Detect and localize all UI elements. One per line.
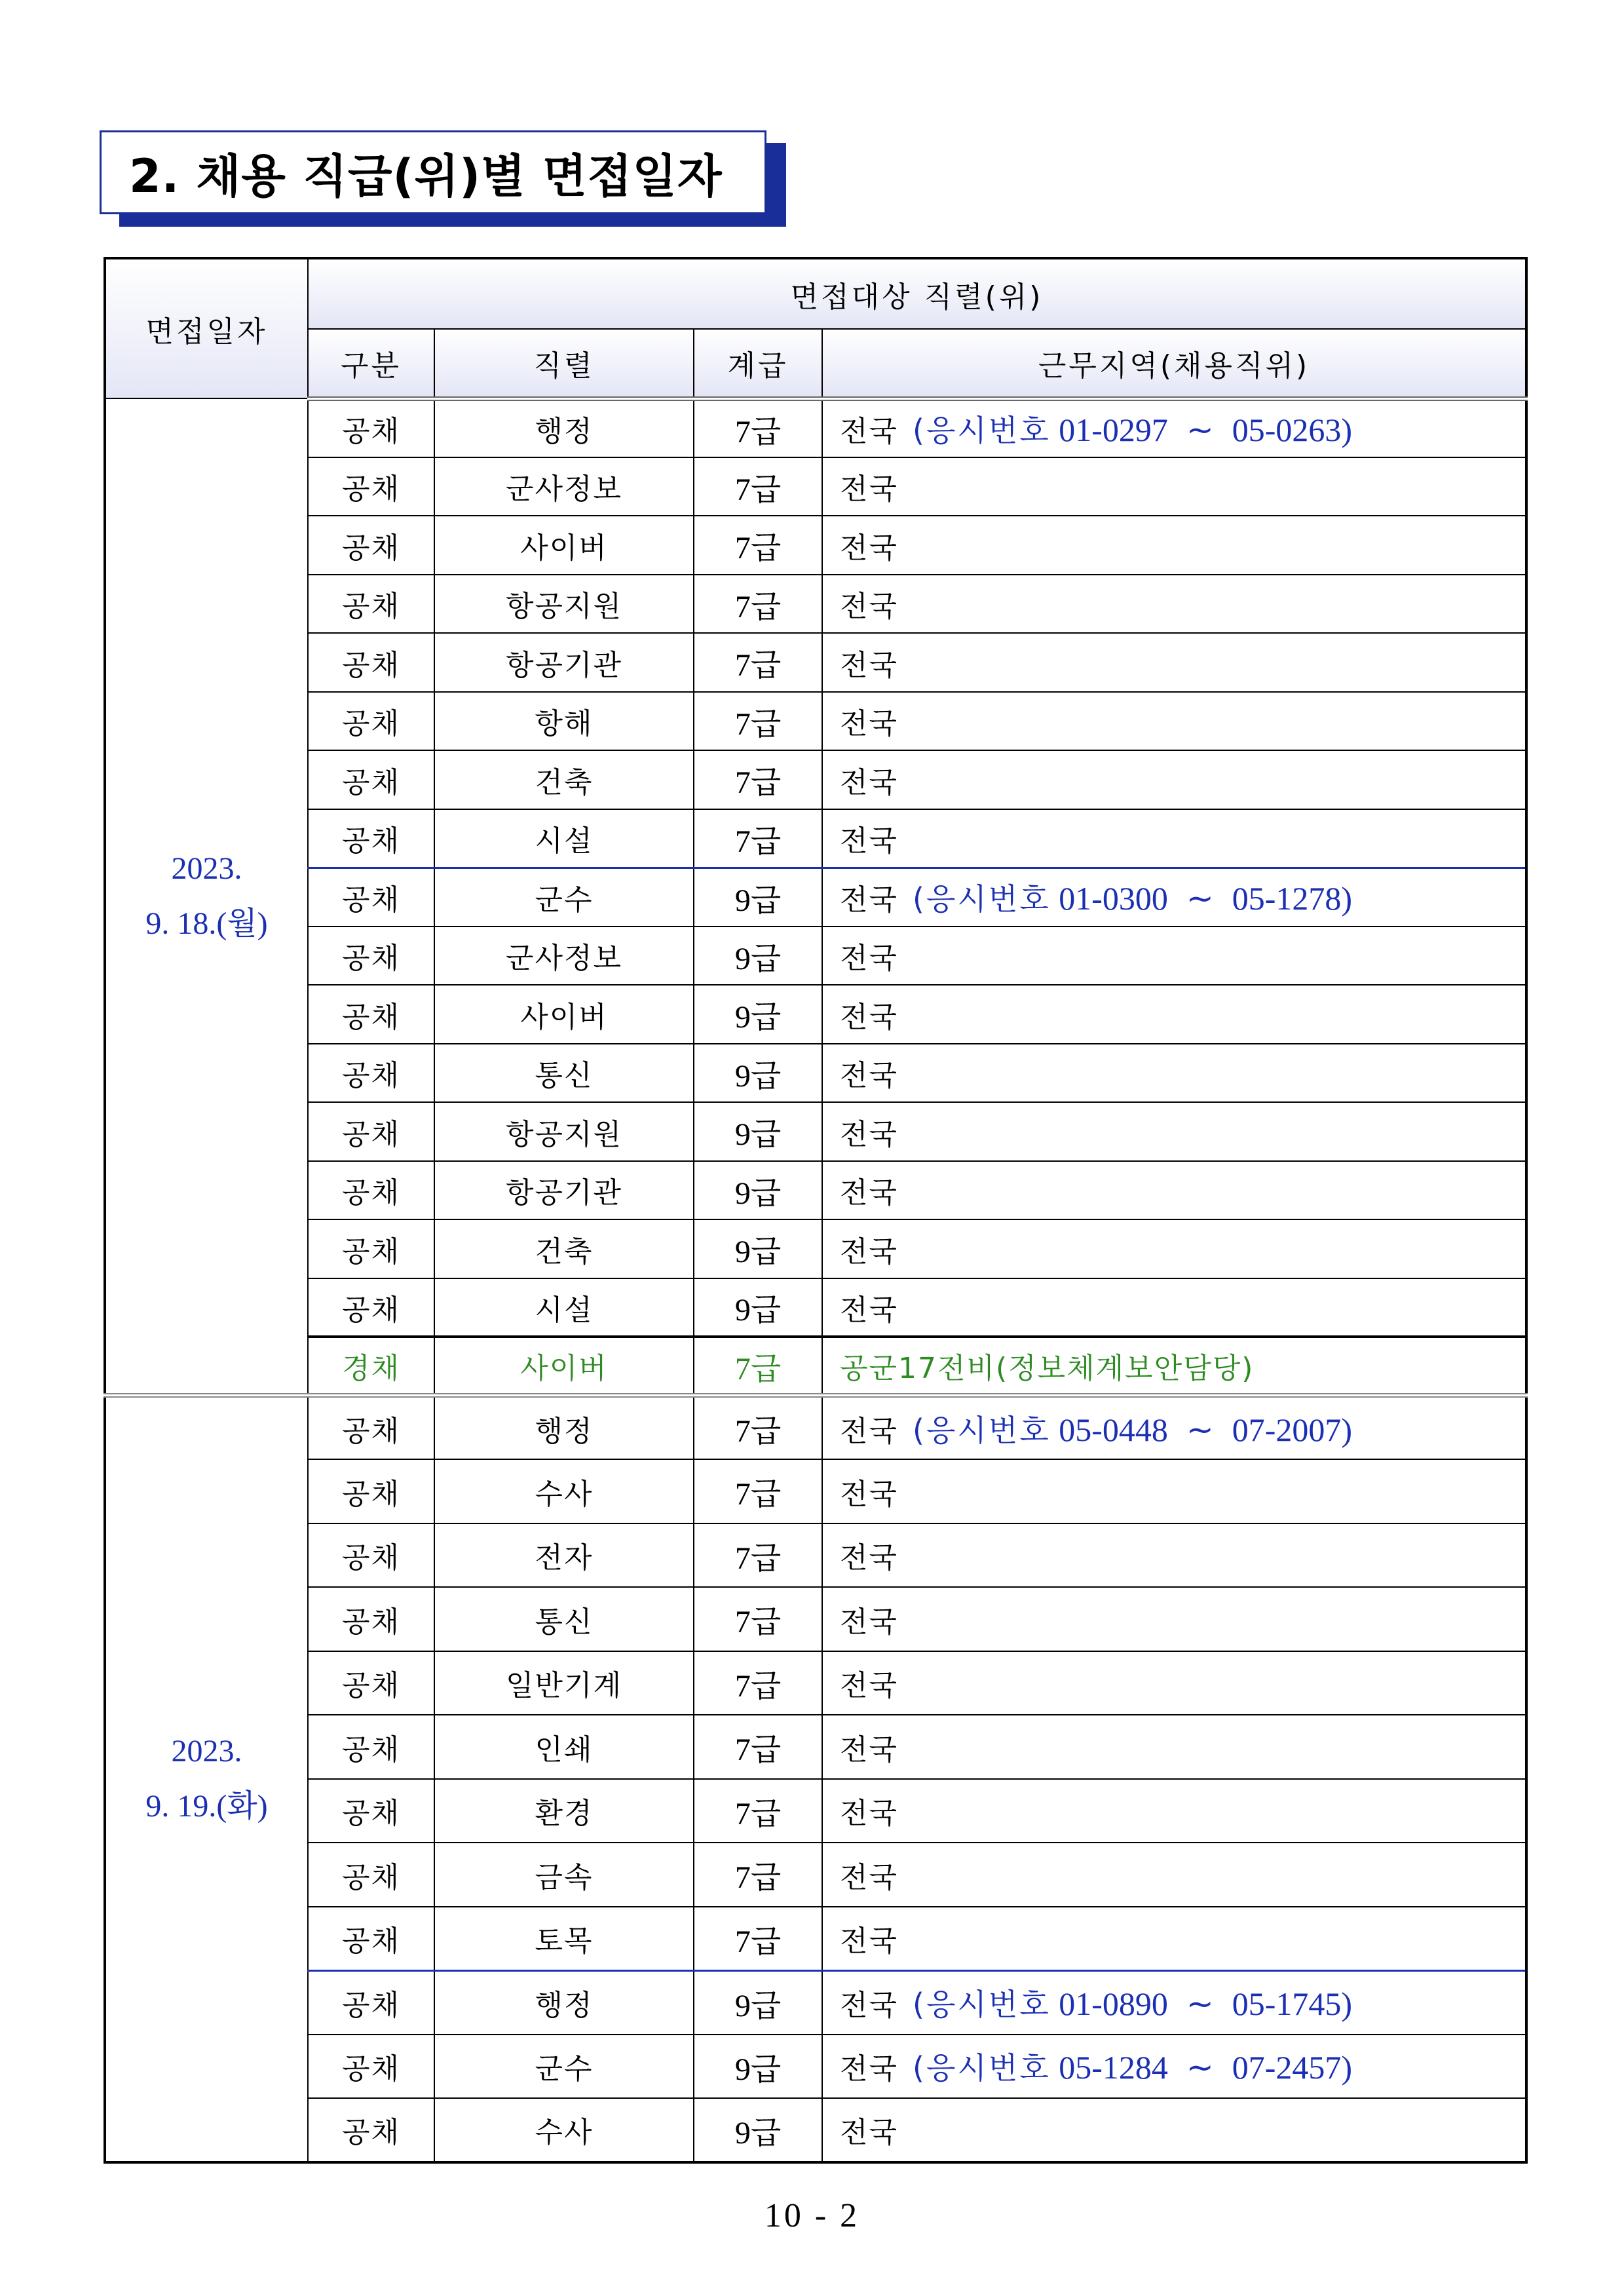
cell-category: 공채 — [308, 1907, 434, 1971]
cell-category: 공채 — [308, 2098, 434, 2162]
table-row — [105, 398, 1526, 457]
cell-series: 수사 — [434, 2098, 694, 2162]
region-text: 전국 — [840, 1797, 899, 1831]
cell-grade: 7급 — [694, 1843, 822, 1907]
interview-schedule-table — [104, 257, 1528, 2164]
region-text: 전국 — [840, 1860, 899, 1894]
cell-grade: 9급 — [694, 1278, 822, 1337]
cell-category: 공채 — [308, 868, 434, 927]
range-start: 01-0890 — [1059, 1985, 1168, 2022]
region-text: 전국 — [840, 1477, 899, 1511]
region-text: 공군17전비(정보체계보안담당) — [840, 1352, 1255, 1385]
cell-region — [822, 809, 1526, 868]
cell-category: 공채 — [308, 1715, 434, 1779]
range-end: 05-1278) — [1232, 880, 1353, 917]
cell-region — [822, 1459, 1526, 1523]
cell-category: 공채 — [308, 1523, 434, 1588]
table-row — [105, 457, 1526, 516]
header-date: 면접일자 — [105, 258, 308, 398]
table-row — [105, 1396, 1526, 1460]
cell-region — [822, 1587, 1526, 1651]
cell-region — [822, 2098, 1526, 2162]
region-text: 전국 — [840, 1176, 899, 1210]
table-row — [105, 2035, 1526, 2099]
cell-category: 공채 — [308, 927, 434, 985]
exam-number-range — [913, 2049, 1352, 2086]
cell-category: 공채 — [308, 1044, 434, 1103]
cell-series: 사이버 — [434, 516, 694, 575]
cell-series: 군수 — [434, 2035, 694, 2099]
region-text: 전국 — [840, 2116, 899, 2150]
interview-date — [105, 1396, 308, 2162]
region-text: 전국 — [840, 1605, 899, 1639]
group-sept-18 — [105, 398, 1526, 1396]
cell-series: 행정 — [434, 398, 694, 457]
section-title: 2. 채용 직급(위)별 면접일자 — [129, 149, 723, 203]
region-text: 전국 — [840, 1924, 899, 1958]
region-text: 전국 — [840, 1000, 899, 1034]
region-text: 전국 — [840, 2052, 899, 2086]
header-grade: 계급 — [694, 329, 822, 398]
cell-grade: 9급 — [694, 1219, 822, 1278]
table-row — [105, 2098, 1526, 2162]
page-number: 10 - 2 — [764, 2197, 860, 2234]
region-text: 전국 — [840, 648, 899, 682]
cell-region — [822, 398, 1526, 457]
cell-region — [822, 1161, 1526, 1220]
exam-number-label: (응시번호 — [913, 413, 1051, 448]
table-row — [105, 809, 1526, 868]
range-tilde: ∼ — [1186, 1411, 1214, 1448]
cell-grade: 7급 — [694, 1587, 822, 1651]
cell-series: 인쇄 — [434, 1715, 694, 1779]
cell-region — [822, 985, 1526, 1044]
exam-number-range — [913, 411, 1352, 448]
date-year: 2023. — [171, 1734, 242, 1769]
cell-series: 사이버 — [434, 1337, 694, 1396]
table-row — [105, 1044, 1526, 1103]
range-tilde: ∼ — [1186, 2049, 1214, 2086]
table-row — [105, 1779, 1526, 1843]
header-target-series: 면접대상 직렬(위) — [308, 258, 1526, 329]
cell-category: 공채 — [308, 2035, 434, 2099]
cell-grade: 7급 — [694, 1459, 822, 1523]
date-day: 9. 19.(화) — [145, 1789, 268, 1824]
cell-region — [822, 2035, 1526, 2099]
table-row — [105, 1970, 1526, 2035]
cell-series: 행정 — [434, 1396, 694, 1460]
cell-grade: 7급 — [694, 1907, 822, 1971]
region-text: 전국 — [840, 1414, 899, 1448]
cell-region — [822, 1779, 1526, 1843]
cell-series: 시설 — [434, 1278, 694, 1337]
table-row — [105, 516, 1526, 575]
cell-grade: 7급 — [694, 750, 822, 809]
table-row — [105, 868, 1526, 927]
cell-region — [822, 927, 1526, 985]
cell-grade: 9급 — [694, 985, 822, 1044]
region-text: 전국 — [840, 590, 899, 624]
cell-category: 공채 — [308, 1587, 434, 1651]
cell-grade: 7급 — [694, 516, 822, 575]
exam-number-label: (응시번호 — [913, 1412, 1051, 1448]
range-start: 05-0448 — [1059, 1411, 1168, 1448]
cell-category: 공채 — [308, 575, 434, 634]
table-row — [105, 1587, 1526, 1651]
region-text: 전국 — [840, 1059, 899, 1093]
table-row — [105, 750, 1526, 809]
cell-grade: 9급 — [694, 1044, 822, 1103]
cell-grade: 7급 — [694, 809, 822, 868]
cell-region — [822, 1715, 1526, 1779]
cell-grade: 7급 — [694, 398, 822, 457]
exam-number-range — [913, 880, 1352, 917]
cell-region — [822, 1970, 1526, 2035]
cell-region — [822, 1843, 1526, 1907]
cell-series: 금속 — [434, 1843, 694, 1907]
region-text: 전국 — [840, 1117, 899, 1151]
table-row — [105, 1907, 1526, 1971]
exam-number-range — [913, 1411, 1352, 1448]
cell-series: 군사정보 — [434, 457, 694, 516]
cell-category: 공채 — [308, 692, 434, 751]
cell-series: 일반기계 — [434, 1651, 694, 1715]
range-end: 07-2457) — [1232, 2049, 1353, 2086]
cell-series: 항공기관 — [434, 1161, 694, 1220]
cell-category: 공채 — [308, 1459, 434, 1523]
cell-category: 공채 — [308, 516, 434, 575]
cell-grade: 9급 — [694, 1102, 822, 1161]
cell-grade: 7급 — [694, 692, 822, 751]
cell-series: 통신 — [434, 1044, 694, 1103]
table-row — [105, 1715, 1526, 1779]
region-text: 전국 — [840, 824, 899, 858]
cell-category: 공채 — [308, 633, 434, 692]
region-text: 전국 — [840, 531, 899, 565]
cell-series: 건축 — [434, 750, 694, 809]
cell-category: 공채 — [308, 1843, 434, 1907]
cell-grade: 7급 — [694, 1779, 822, 1843]
cell-region — [822, 1278, 1526, 1337]
exam-number-label: (응시번호 — [913, 1987, 1051, 2022]
range-start: 01-0300 — [1059, 880, 1168, 917]
table-row — [105, 1278, 1526, 1337]
group-sept-19 — [105, 1396, 1526, 2162]
cell-series: 환경 — [434, 1779, 694, 1843]
interview-date — [105, 398, 308, 1396]
cell-region — [822, 750, 1526, 809]
range-tilde: ∼ — [1186, 1985, 1214, 2022]
header-region: 근무지역(채용직위) — [822, 329, 1526, 398]
cell-region — [822, 692, 1526, 751]
region-text: 전국 — [840, 883, 899, 917]
table-row — [105, 575, 1526, 634]
cell-category: 공채 — [308, 1278, 434, 1337]
cell-region — [822, 1523, 1526, 1588]
cell-category: 공채 — [308, 1396, 434, 1460]
range-tilde: ∼ — [1186, 880, 1214, 917]
cell-grade: 9급 — [694, 868, 822, 927]
region-text: 전국 — [840, 1669, 899, 1703]
cell-category: 공채 — [308, 1219, 434, 1278]
table-row — [105, 692, 1526, 751]
cell-series: 통신 — [434, 1587, 694, 1651]
region-text: 전국 — [840, 1541, 899, 1575]
cell-category: 공채 — [308, 750, 434, 809]
table-row — [105, 1219, 1526, 1278]
table-row — [105, 985, 1526, 1044]
cell-category: 공채 — [308, 1102, 434, 1161]
cell-grade: 9급 — [694, 2035, 822, 2099]
cell-series: 행정 — [434, 1970, 694, 2035]
table-row — [105, 927, 1526, 985]
cell-category: 공채 — [308, 1651, 434, 1715]
cell-grade: 9급 — [694, 927, 822, 985]
table-row — [105, 1337, 1526, 1396]
range-end: 05-1745) — [1232, 1985, 1353, 2022]
table-row — [105, 1523, 1526, 1588]
cell-region — [822, 1907, 1526, 1971]
cell-region — [822, 633, 1526, 692]
cell-region — [822, 1044, 1526, 1103]
table-row — [105, 633, 1526, 692]
date-day: 9. 18.(월) — [145, 906, 268, 941]
cell-grade: 9급 — [694, 2098, 822, 2162]
table-row — [105, 1843, 1526, 1907]
region-text: 전국 — [840, 1293, 899, 1327]
cell-series: 군사정보 — [434, 927, 694, 985]
cell-category: 공채 — [308, 398, 434, 457]
cell-grade: 7급 — [694, 575, 822, 634]
cell-region — [822, 868, 1526, 927]
cell-category: 공채 — [308, 809, 434, 868]
region-text: 전국 — [840, 472, 899, 507]
cell-grade: 7급 — [694, 1715, 822, 1779]
cell-series: 항공기관 — [434, 633, 694, 692]
section-title-box — [100, 130, 766, 214]
cell-region — [822, 575, 1526, 634]
cell-region — [822, 516, 1526, 575]
range-end: 05-0263) — [1232, 411, 1353, 448]
cell-region — [822, 1102, 1526, 1161]
cell-category: 공채 — [308, 985, 434, 1044]
table-row — [105, 1459, 1526, 1523]
cell-grade: 7급 — [694, 457, 822, 516]
region-text: 전국 — [840, 1732, 899, 1767]
table-row — [105, 1651, 1526, 1715]
exam-number-range — [913, 1985, 1352, 2022]
cell-grade: 9급 — [694, 1161, 822, 1220]
cell-series: 항공지원 — [434, 575, 694, 634]
cell-category: 공채 — [308, 1161, 434, 1220]
header-series: 직렬 — [434, 329, 694, 398]
cell-grade: 9급 — [694, 1970, 822, 2035]
range-start: 05-1284 — [1059, 2049, 1168, 2086]
region-text: 전국 — [840, 942, 899, 976]
cell-region — [822, 1219, 1526, 1278]
table-header — [105, 258, 1526, 398]
cell-grade: 7급 — [694, 1651, 822, 1715]
cell-category: 공채 — [308, 1779, 434, 1843]
region-text: 전국 — [840, 1989, 899, 2022]
cell-series: 항해 — [434, 692, 694, 751]
range-tilde: ∼ — [1186, 411, 1214, 448]
region-text: 전국 — [840, 707, 899, 741]
table-row — [105, 1161, 1526, 1220]
region-text: 전국 — [840, 415, 899, 448]
range-end: 07-2007) — [1232, 1411, 1353, 1448]
cell-series: 항공지원 — [434, 1102, 694, 1161]
cell-grade: 7급 — [694, 1396, 822, 1460]
cell-category: 경채 — [308, 1337, 434, 1396]
region-text: 전국 — [840, 765, 899, 799]
cell-region — [822, 457, 1526, 516]
cell-region — [822, 1396, 1526, 1460]
range-start: 01-0297 — [1059, 411, 1168, 448]
cell-series: 토목 — [434, 1907, 694, 1971]
cell-category: 공채 — [308, 457, 434, 516]
exam-number-label: (응시번호 — [913, 2050, 1051, 2086]
table-row — [105, 1102, 1526, 1161]
cell-series: 시설 — [434, 809, 694, 868]
header-category: 구분 — [308, 329, 434, 398]
cell-grade: 7급 — [694, 1337, 822, 1396]
date-year: 2023. — [171, 851, 242, 886]
cell-region — [822, 1337, 1526, 1396]
cell-series: 건축 — [434, 1219, 694, 1278]
cell-grade: 7급 — [694, 633, 822, 692]
cell-region — [822, 1651, 1526, 1715]
cell-category: 공채 — [308, 1970, 434, 2035]
cell-series: 사이버 — [434, 985, 694, 1044]
exam-number-label: (응시번호 — [913, 881, 1051, 917]
cell-series: 군수 — [434, 868, 694, 927]
cell-series: 전자 — [434, 1523, 694, 1588]
region-text: 전국 — [840, 1234, 899, 1269]
cell-series: 수사 — [434, 1459, 694, 1523]
cell-grade: 7급 — [694, 1523, 822, 1588]
